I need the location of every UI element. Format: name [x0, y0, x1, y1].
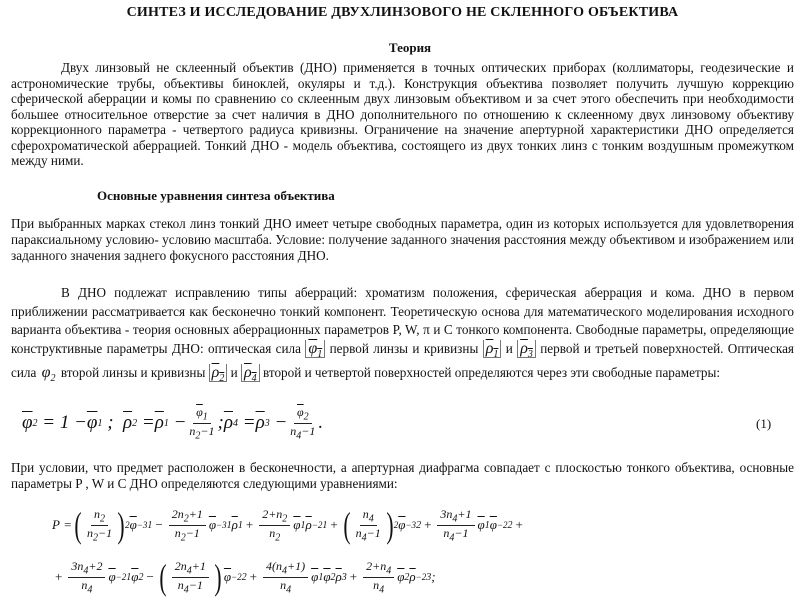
rho1-symbol: $\rho_1$: [483, 340, 502, 358]
formula-p-line-1: P = ( $\frac{n_2}{n_2-1}$ ) 2 $\overline{\varphi}$ −3 1 − $\frac{2n_2+1}{n_2-1}$ $\overline{\varphi}$ −3 1 $\overline{\rho}$ 1 + $\frac{2+n_2}{n_2}$ $\overline{\varphi}$ 1 $\overline{\rho}$ −2 1 + ( $\frac{n_4}{n_4-1}$ ) 2 $\overline{\varphi}$ −3 2 + $\frac{3n_4+1}{n_4-1}$ $\overline{\varphi}$ 1 $\overline{\varphi}$ −2 2 +: [52, 505, 523, 545]
aberrations-paragraph: В ДНО подлежат исправлению типы аберраций: хроматизм положения, сферическая аберрация и кома. ДНО в первом приближении рассматривается как бесконечно тонкий компонент. Теоретическую основа для математического моделирования исходного варианта объектива - теория основных аберрационных параметров P, W, π и C тонкого компонента. Свободные параметры, определяющие конструктивные параметры ДНО: оптическая сила $\varphi_1$ первой линзы и кривизны $\rho_1$ и $\rho_3$ первой и третьей поверхностей. Оптическая сила $\varphi_2$ второй линзы и кривизны $\rho_2$ и $\rho_4$ второй и четвертой поверхностей определяются через эти свободные параметры:: [11, 285, 794, 385]
rho2-symbol: $\rho_2$: [209, 364, 228, 382]
formula-p-line-2: + $\frac{3n_4+2}{n_4}$ $\overline{\varphi}$ −2 1 $\overline{\varphi}$ 2 − ( $\frac{2n_4+1}{n_4-1}$ ) $\overline{\varphi}$ −2 2 + $\frac{4(n_4+1)}{n_4}$ $\overline{\varphi}$ 1 $\overline{\varphi}$ 2 $\overline{\rho}$ 3 + $\frac{2+n_4}{n_4}$ $\overline{\varphi}$ 2 $\overline{\rho}$ −2 3 ;: [55, 557, 436, 597]
phi2-symbol: $\varphi_2$: [41, 364, 56, 385]
theory-heading: Теория: [388, 40, 432, 55]
equation-number: (1): [756, 416, 772, 431]
equation-1: $\overline{\varphi}$ 2 = 1 − $\overline{\varphi}$ 1 ; $\overline{\rho}$ 2 = $\overline{\rho}$ 1 − $\frac{\overline{\varphi}_1}{n_2-1}$ ; $\overline{\rho}$ 4 = $\overline{\rho}$ 3 − $\frac{\overline{\varphi}_2}{n_4-1}$ .: [22, 405, 324, 441]
synthesis-paragraph: При выбранных марках стекол линз тонкий ДНО имеет четыре свободных параметра, один из которых используется для удовлетворения параксиальному условию- условию масштаба. Условие: получение заданного значения расстояния между объективом и изображением или заданного значения заднего фокусного расстояния ДНО.: [11, 216, 794, 263]
phi1-symbol: $\varphi_1$: [305, 340, 325, 358]
equations-heading: Основные уравнения синтеза объектива: [97, 188, 335, 203]
conditions-paragraph: При условии, что предмет расположен в бесконечности, а апертурная диафрагма совпадает с плоскостью тонкого объектива, основные параметры P , W и C ДНО определяются следующими уравнениями:: [11, 460, 794, 491]
document-title: СИНТЕЗ И ИССЛЕДОВАНИЕ ДВУХЛИНЗОВОГО НЕ СКЛЕННОГО ОБЪЕКТИВА: [126, 5, 679, 20]
theory-paragraph: Двух линзовый не склеенный объектив (ДНО) применяется в точных оптических приборах (коллиматоры, геодезические и астрономические трубы, объективы биноклей, окуляры и т.д.). Конструкция объектива позволяет получить лучшую коррекцию сферической аберрации и комы по сравнению со склеенным двух линзовым объективом и за счет этого обеспечить при необходимости большее относительное отверстие за счет наличия в ДНО дополнительного по отношению к склеенному двух линзовому объективу коррекционного параметра - четвертого радиуса кривизны. Ограничение на значение апертурной характеристики ДНО определяется сферохроматической аберрацией. Тонкий ДНО - модель объектива, состоящего из двух тонких линз с тонким воздушным промежутком между ними.: [11, 60, 794, 168]
rho4-symbol: $\rho_4$: [241, 364, 260, 382]
rho3-symbol: $\rho_3$: [517, 340, 536, 358]
